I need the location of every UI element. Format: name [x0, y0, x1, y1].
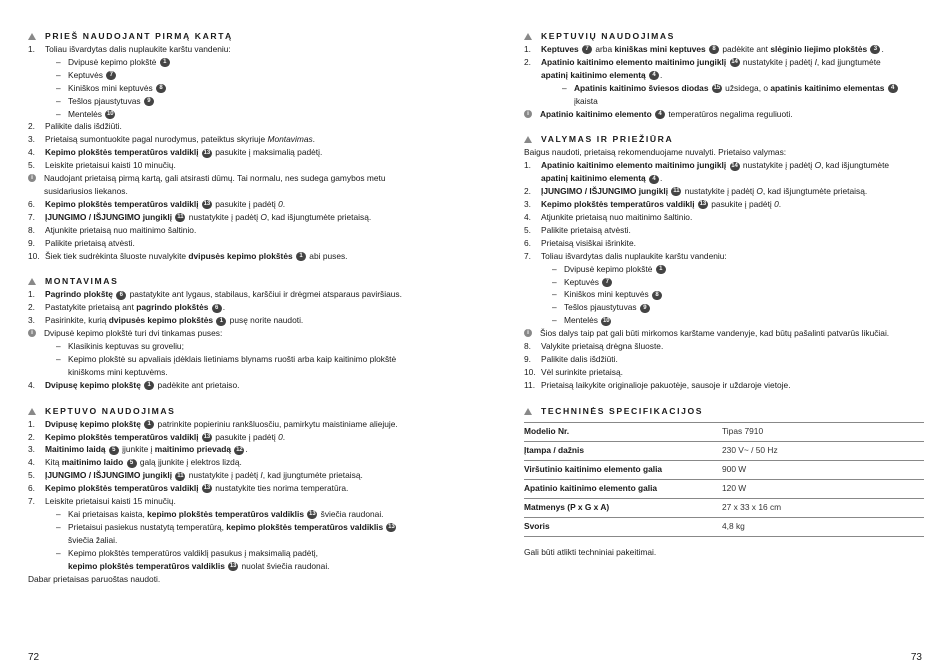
section-specifications [524, 405, 924, 559]
info-icon: i [524, 110, 532, 118]
list-item: 10. Šiek tiek sudrėkinta šluoste nuvalykite dvipusės kepimo plokštės 1 abi puses. [28, 250, 348, 261]
list-subitem: – Keptuvės 7 [28, 69, 428, 82]
info-note: i Naudojant prietaisą pirmą kartą, gali atsirasti dūmų. Tai normalu, nes sudega gamybos metu susidariusios liekanos. [28, 172, 428, 198]
list-subitem: – Klasikinis keptuvas su groveliu; [56, 341, 184, 352]
section-heading: MONTAVIMAS [28, 275, 428, 288]
list-item: 6. Kepimo plokštės temperatūros valdiklį 13 nustatykite ties norima temperatūra. [28, 483, 349, 494]
list-item: 1. Pagrindo plokštę 6 pastatykite ant lygaus, stabilaus, karščiui ir drėgmei atsparaus paviršiaus. [28, 289, 402, 300]
list-item: 3. Prietaisą sumontuokite pagal nurodymus, pateiktus skyriuje Montavimas. [28, 134, 315, 145]
list-subitem: – Kiniškos mini keptuvės 8 [28, 82, 428, 95]
list-item: 2. ĮJUNGIMO / IŠJUNGIMO jungiklį 11 nustatykite į padėtį O, kad išjungtumėte prietaisą. [524, 186, 868, 197]
part-number-badge: 13 [203, 149, 211, 156]
section-grill-usage [28, 405, 428, 586]
list-item: 3. Kepimo plokštės temperatūros valdiklį 13 pasukite į padėtį 0. [524, 199, 782, 210]
list-subitem: – Kai prietaisas kaista, kepimo plokštės temperatūros valdiklis 13 šviečia raudonai. [56, 509, 384, 519]
section-before-first-use [28, 30, 428, 262]
part-number-badge: 13 [699, 201, 707, 208]
list-item: 11. Prietaisą laikykite originalioje pakuotėje, sausoje ir uždaroje vietoje. [524, 379, 791, 390]
part-number-badge: 6 [116, 291, 126, 300]
list-item: 4. Kitą maitinimo laido 5 galą įjunkite į elektros lizdą. [28, 457, 242, 468]
warning-triangle-icon [28, 278, 36, 285]
part-number-badge: 11 [673, 188, 680, 195]
list-item: 4. Dvipusę kepimo plokštę 1 padėkite ant prietaiso. [28, 379, 240, 390]
part-number-badge: 11 [177, 472, 184, 479]
part-number-badge: 1 [296, 252, 306, 261]
part-number-badge: 5 [109, 446, 119, 455]
part-number-badge: 14 [731, 59, 738, 66]
list-subitem: – Mentelės 10 [552, 315, 610, 326]
list-item: 9. Palikite dalis išdžiūti. [524, 353, 618, 364]
page-number-left: 72 [28, 652, 40, 663]
list-subitem: – Kiniškos mini keptuvės 8 [524, 288, 924, 301]
info-note: i Dvipusė kepimo plokštė turi dvi tinkamas puses: [28, 327, 428, 340]
list-item: 7. Leiskite prietaisui kaisti 15 minučių. [28, 496, 176, 507]
part-number-badge: 1 [216, 317, 226, 326]
list-item: 2. Kepimo plokštės temperatūros valdiklį 13 pasukite į padėtį 0. [28, 431, 286, 442]
closing-text: Dabar prietaisas paruoštas naudoti. [28, 573, 161, 584]
table-row: Svoris 4,8 kg [524, 517, 924, 536]
list-subitem: – Tešlos pjaustytuvas 9 [524, 301, 924, 314]
part-number-badge: 11 [177, 214, 184, 221]
info-note: i Apatinio kaitinimo elemento 4 temperatūros negalima reguliuoti. [524, 108, 924, 121]
list-item: 4. Atjunkite prietaisą nuo maitinimo šaltinio. [524, 211, 693, 222]
specs-note: Gali būti atlikti techniniai pakeitimai. [524, 546, 657, 557]
part-number-badge: 1 [656, 265, 666, 274]
list-subitem: – Dvipusė kepimo plokštė 1 [524, 263, 924, 276]
section-heading: PRIEŠ NAUDOJANT PIRMĄ KARTĄ [28, 30, 428, 43]
part-number-badge: 13 [203, 485, 211, 492]
part-number-badge: 13 [203, 433, 211, 440]
table-row: Matmenys (P x G x A) 27 x 33 x 16 cm [524, 498, 924, 517]
part-number-badge: 8 [652, 291, 662, 300]
section-assembly [28, 275, 428, 391]
part-number-badge: 4 [888, 84, 898, 93]
part-number-badge: 7 [106, 71, 116, 80]
part-number-badge: 13 [229, 562, 237, 569]
info-note: i Šios dalys taip pat gali būti mirkomos karštame vandenyje, kad būtų pašalinti patvarūs likučiai. [524, 327, 924, 340]
list-item: 7. ĮJUNGIMO / IŠJUNGIMO jungiklį 11 nustatykite į padėtį O, kad išjungtumėte prietaisą. [28, 211, 372, 222]
info-icon: i [28, 329, 36, 337]
section-heading: KEPTUVO NAUDOJIMAS [28, 405, 428, 418]
list-item: 2. Pastatykite prietaisą ant pagrindo plokštės 6 . [28, 302, 226, 313]
table-row: Įtampa / dažnis 230 V~ / 50 Hz [524, 441, 924, 460]
list-item: 1. Keptuves 7 arba kiniškas mini keptuves 8 padėkite ant slėginio liejimo plokštės 3 . [524, 44, 884, 54]
section-heading: KEPTUVIŲ NAUDOJIMAS [524, 30, 924, 43]
right-page [524, 30, 924, 572]
list-item: 8. Atjunkite prietaisą nuo maitinimo šaltinio. [28, 224, 197, 235]
list-subitem: – Tešlos pjaustytuvas 9 [28, 95, 428, 108]
part-number-badge: 14 [731, 162, 738, 169]
warning-triangle-icon [28, 33, 36, 40]
list-subitem: – Mentelės 10 [56, 108, 114, 119]
part-number-badge: 3 [870, 45, 880, 54]
part-number-badge: 4 [655, 110, 665, 119]
section-cleaning [524, 133, 924, 391]
section-pans-usage [524, 30, 924, 120]
list-item: 10. Vėl surinkite prietaisą. [524, 366, 623, 377]
part-number-badge: 13 [203, 201, 211, 208]
part-number-badge: 6 [212, 304, 222, 313]
warning-triangle-icon [524, 136, 532, 143]
list-subitem: – Apatinis kaitinimo šviesos diodas 15 užsidega, o apatinis kaitinimo elementas 4 įkaista [524, 82, 924, 108]
list-item: 1. Apatinio kaitinimo elemento maitinimo jungiklį 14 nustatykite į padėtį O, kad išjungtumėte apatinį kaitinimo elementą 4 . [524, 160, 890, 184]
list-item: 1. Toliau išvardytas dalis nuplaukite karštu vandeniu: [28, 44, 231, 54]
list-subitem: – Keptuvės 7 [524, 276, 924, 289]
list-item: 7. Toliau išvardytas dalis nuplaukite karštu vandeniu: [524, 250, 727, 261]
list-subitem: – Dvipusė kepimo plokštė 1 [28, 56, 428, 69]
part-number-badge: 13 [388, 524, 395, 531]
info-icon: i [28, 174, 36, 182]
part-number-badge: 7 [582, 45, 592, 54]
warning-triangle-icon [28, 408, 36, 415]
part-number-badge: 4 [649, 175, 659, 184]
part-number-badge: 8 [709, 45, 719, 54]
list-item: 4. Kepimo plokštės temperatūros valdiklį 13 pasukite į maksimalią padėtį. [28, 147, 323, 158]
part-number-badge: 10 [602, 317, 610, 324]
part-number-badge: 9 [640, 304, 650, 313]
part-number-badge: 10 [106, 110, 114, 117]
list-item: 6. Prietaisą visiškai išrinkite. [524, 237, 636, 248]
part-number-badge: 15 [713, 85, 721, 91]
part-number-badge: 8 [156, 84, 166, 93]
warning-triangle-icon [524, 408, 532, 415]
part-number-badge: 1 [160, 58, 170, 67]
part-number-badge: 4 [649, 71, 659, 80]
list-item: 9. Palikite prietaisą atvėsti. [28, 237, 135, 248]
table-row: Apatinio kaitinimo elemento galia 120 W [524, 479, 924, 498]
part-number-badge: 13 [308, 511, 316, 518]
list-item: 8. Valykite prietaisą drėgna šluoste. [524, 341, 664, 352]
list-subitem: – Kepimo plokštės temperatūros valdiklį pasukus į maksimalią padėtį, kepimo plokštės temperatūros valdiklis 13 nuolat šviečia raudonai. [56, 547, 330, 571]
part-number-badge: 9 [144, 97, 154, 106]
list-item: 2. Apatinio kaitinimo elemento maitinimo jungiklį 14 nustatykite į padėtį I, kad įjungtumėte apatinį kaitinimo elementą 4 . [524, 56, 881, 80]
list-item: 5. Leiskite prietaisui kaisti 10 minučių. [28, 160, 176, 171]
section-heading: TECHNINĖS SPECIFIKACIJOS [524, 405, 924, 418]
list-item: 1. Dvipusę kepimo plokštę 1 patrinkite popieriniu rankšluosčiu, pamirkytu maistiniame aliejuje. [28, 418, 398, 429]
section-heading: VALYMAS IR PRIEŽIŪRA [524, 133, 924, 146]
part-number-badge: 12 [236, 446, 243, 453]
part-number-badge: 1 [144, 381, 154, 390]
list-item: 5. Palikite prietaisą atvėsti. [524, 224, 631, 235]
list-item: 2. Palikite dalis išdžiūti. [28, 121, 122, 132]
list-item: 3. Maitinimo laidą 5 įjunkite į maitinimo prievadą 12 . [28, 444, 248, 455]
list-subitem: – Prietaisui pasiekus nustatytą temperatūrą, kepimo plokštės temperatūros valdiklis 13 šviečia žaliai. [56, 521, 395, 545]
part-number-badge: 5 [127, 459, 137, 468]
table-row: Viršutinio kaitinimo elemento galia 900 W [524, 460, 924, 479]
list-item: 6. Kepimo plokštės temperatūros valdiklį 13 pasukite į padėtį 0. [28, 198, 286, 209]
list-item: 3. Pasirinkite, kurią dvipusės kepimo plokštės 1 pusę norite naudoti. [28, 315, 304, 326]
warning-triangle-icon [524, 33, 532, 40]
part-number-badge: 7 [602, 278, 612, 287]
info-icon: i [524, 329, 532, 337]
page-number-right: 73 [910, 652, 922, 663]
list-item: 5. ĮJUNGIMO / IŠJUNGIMO jungiklį 11 nustatykite į padėtį I, kad įjungtumėte prietaisą. [28, 470, 363, 481]
part-number-badge: 1 [144, 420, 154, 429]
left-page [28, 30, 428, 598]
specs-table [524, 422, 924, 537]
table-row: Modelio Nr. Tipas 7910 [524, 422, 924, 441]
list-subitem: – Kepimo plokštė su apvaliais įdėklais lietiniams blynams ruošti arba kaip kaitinimo plokštė kiniškoms mini keptuvėms. [56, 353, 397, 377]
intro-text: Baigus naudoti, prietaisą rekomenduojame nuvalyti. Prietaiso valymas: [524, 147, 787, 158]
